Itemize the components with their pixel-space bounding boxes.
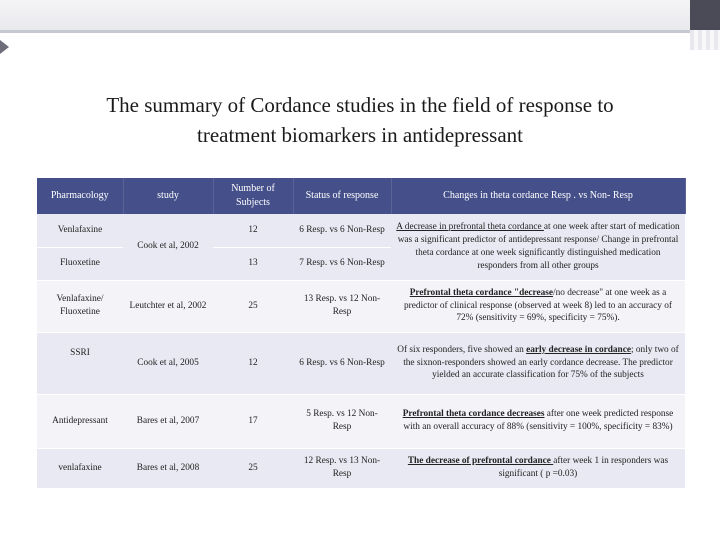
header-study: study (123, 178, 213, 214)
cell-pharmacology: venlafaxine (37, 448, 123, 488)
cell-changes (391, 448, 685, 488)
cell-pharmacology: Antidepressant (37, 394, 123, 448)
table-row (37, 394, 685, 448)
cell-status: 5 Resp. vs 12 Non-Resp (293, 394, 391, 448)
changes-text-emphasis: The decrease of prefrontal cordance (407, 456, 554, 467)
changes-text-emphasis: Prefrontal theta cordance decreases (402, 409, 545, 420)
changes-text-post: at one week after start of medication was a significant predictor of antidepressant response/ Change in prefrontal theta cordance at one week significantly distinguished medication responders from all other groups (397, 222, 680, 271)
cell-study: Leutchter et al, 2002 (123, 280, 213, 332)
header-changes: Changes in theta cordance Resp . vs Non- Resp (391, 178, 685, 214)
cell-subjects: 17 (213, 394, 293, 448)
changes-text-post: ; only two of the sixnon-responders showed an early cordance decrease. The predictor yielded an accurate classification for 75% of the subjects (403, 344, 679, 381)
slide-title-line-1: The summary of Cordance studies in the field of response to (106, 93, 614, 117)
table-row (37, 332, 685, 394)
table-row (37, 214, 685, 247)
header-subjects: Number of Subjects (213, 178, 293, 214)
corner-accent-bar (690, 0, 720, 30)
cell-study: Cook et al, 2005 (123, 332, 213, 394)
changes-text-post: after one week predicted response with an overall accuracy of 88% (sensitivity = 100%, specificity = 83%) (403, 409, 674, 432)
changes-text-post: /no decrease" at one week as a predictor of clinical response (observed at week 8) led to an accuracy of 72% (sensitivity = 69%, specificity = 75%). (404, 287, 672, 324)
cell-status: 7 Resp. vs 6 Non-Resp (293, 247, 391, 280)
cell-study: Bares et al, 2008 (123, 448, 213, 488)
cell-subjects: 13 (213, 247, 293, 280)
slide-title-line-2: treatment biomarkers in antidepressant (197, 123, 523, 147)
cell-status: 12 Resp. vs 13 Non-Resp (293, 448, 391, 488)
table-row (37, 448, 685, 488)
changes-text-emphasis: A decrease in prefrontal theta cordance (396, 222, 544, 233)
cell-pharmacology: Fluoxetine (37, 247, 123, 280)
cell-status: 13 Resp. vs 12 Non-Resp (293, 280, 391, 332)
cell-subjects: 25 (213, 280, 293, 332)
cell-status: 6 Resp. vs 6 Non-Resp (293, 332, 391, 394)
cell-status: 6 Resp. vs 6 Non-Resp (293, 214, 391, 247)
cell-changes (391, 332, 685, 394)
cell-study: Bares et al, 2007 (123, 394, 213, 448)
cell-subjects: 12 (213, 332, 293, 394)
changes-text-emphasis: Prefrontal theta cordance "decrease (409, 287, 554, 298)
header-pharmacology: Pharmacology (37, 178, 123, 214)
cell-changes (391, 280, 685, 332)
cordance-studies-table (37, 178, 686, 489)
top-decor-band (0, 0, 720, 30)
cell-subjects: 12 (213, 214, 293, 247)
changes-text-emphasis: early decrease in cordance (526, 344, 631, 355)
cell-study: Cook et al, 2002 (123, 214, 213, 280)
corner-accent-strip (690, 30, 720, 50)
header-status: Status of response (293, 178, 391, 214)
cell-pharmacology: Venlafaxine/ Fluoxetine (37, 280, 123, 332)
cell-changes (391, 214, 685, 280)
cell-pharmacology: Venlafaxine (37, 214, 123, 247)
changes-text-post: after week 1 in responders was significant ( p =0.03) (498, 456, 669, 479)
table-row (37, 280, 685, 332)
top-decor-rule (0, 30, 690, 33)
cell-changes (391, 394, 685, 448)
cell-subjects: 25 (213, 448, 293, 488)
cell-pharmacology: SSRI (37, 332, 123, 394)
table-header-row (37, 178, 685, 214)
changes-text-pre: Of six responders, five showed an (397, 344, 527, 355)
side-triangle-marker (0, 40, 9, 54)
slide-title (40, 90, 680, 150)
